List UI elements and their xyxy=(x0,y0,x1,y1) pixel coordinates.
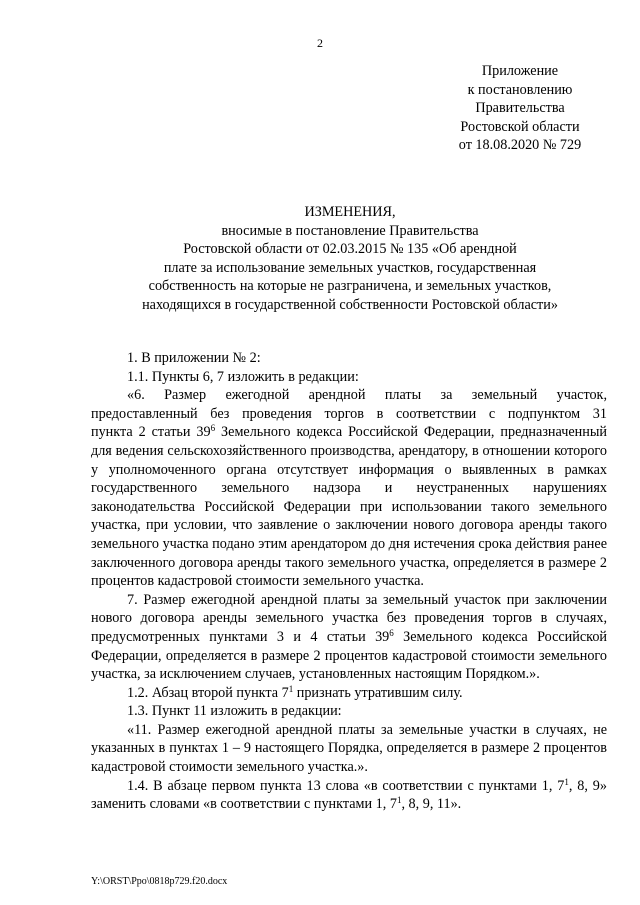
appendix-line: к постановлению xyxy=(467,81,573,98)
p12-b: признать утратившим силу. xyxy=(293,684,463,701)
item-6-line-3b: Земельного кодекса Российской Федерации, предназначенный xyxy=(215,424,607,441)
superscript: 6 xyxy=(210,423,216,434)
paragraph-1-1: 1.1. Пункты 6, 7 изложить в редакции: xyxy=(127,368,359,385)
p14-c: , 8, 9, 11». xyxy=(401,796,462,813)
p12-a: 1.2. Абзац второй пункта 7 xyxy=(127,684,289,701)
title-line: находящихся в государственной собственности Ростовской области» xyxy=(142,296,558,313)
title-line: плате за использование земельных участков, государственная xyxy=(163,259,537,276)
paragraph-item-6 xyxy=(91,386,607,591)
item-7-line-3a: предусмотренных пунктами 3 и 4 статьи 39 xyxy=(91,628,390,645)
item-7-line-1: 7. Размер ежегодной арендной платы за земельный участок при заключении xyxy=(127,591,607,608)
appendix-line: от 18.08.2020 № 729 xyxy=(458,137,582,153)
file-path-footer: Y:\ORST\Ppo\0818p729.f20.docx xyxy=(91,876,228,887)
paragraph-1: 1. В приложении № 2: xyxy=(127,350,261,366)
item-7-rest: Федерации, определяется в размере 2 процентов кадастровой стоимости земельного участка, за исключением случаев, установленных настоящим Порядком.». xyxy=(91,647,607,683)
appendix-line: Правительства xyxy=(475,100,565,116)
paragraph-1-2 xyxy=(91,684,607,703)
item-7-line-3 xyxy=(91,628,607,647)
item-6-line-2: предоставленный без проведения торгов в соответствии с подпунктом 31 xyxy=(91,405,607,422)
item-7-line-2: нового договора аренды земельного участка без проведения торгов в случаях, xyxy=(91,610,607,627)
paragraph-1-4 xyxy=(91,777,607,814)
title-line: Ростовской области от 02.03.2015 № 135 «Об арендной xyxy=(183,241,517,257)
document-title xyxy=(0,203,640,314)
paragraph-1-3: 1.3. Пункт 11 изложить в редакции: xyxy=(127,703,342,720)
superscript: 1 xyxy=(396,795,402,806)
p14-b: , 8, 9» заменить словами «в соответствии с пунктами 1, 7 xyxy=(91,777,607,813)
page-number: 2 xyxy=(317,36,323,50)
superscript: 1 xyxy=(288,683,294,694)
item-6-line-3a: пункта 2 статьи 39 xyxy=(91,424,211,441)
item-7-line-3b: Земельного кодекса Российской xyxy=(393,628,608,645)
document-body xyxy=(91,349,607,814)
paragraph-item-11: «11. Размер ежегодной арендной платы за земельные участки в случаях, не указанных в пунктах 1 – 9 настоящего Порядка, определяется в размере 2 процентов кадастровой стоимости земельного участка.». xyxy=(91,721,607,776)
paragraph-item-7 xyxy=(91,591,607,684)
title-line: собственность на которые не разграничена, и земельных участков, xyxy=(148,278,552,294)
appendix-block xyxy=(440,62,600,155)
appendix-line: Ростовской области xyxy=(460,118,580,135)
superscript: 6 xyxy=(389,627,394,638)
p14-a: 1.4. В абзаце первом пункта 13 слова «в соответствии с пунктами 1, 7 xyxy=(127,777,565,794)
title-line: вносимые в постановление Правительства xyxy=(221,222,479,239)
item-6-rest: для ведения сельскохозяйственного производства, арендатору, в отношении которого у уполномоченного органа отсутствует информация о выявленных в рамках государственного земельного надзора и неустраненных нарушениях законодательства Российской Федерации при использовании такого земельного участка, при условии, что заявление о заключении нового договора аренды такого земельного участка подано этим арендатором до дня истечения срока действия ранее заключенного договора аренды такого земельного участка, определяется в размере 2 процентов кадастровой стоимости земельного участка. xyxy=(91,442,607,590)
superscript: 1 xyxy=(564,776,569,787)
appendix-line: Приложение xyxy=(481,63,559,79)
item-6-line-1: «6. Размер ежегодной арендной платы за земельный участок, xyxy=(127,387,607,404)
title-heading: ИЗМЕНЕНИЯ, xyxy=(304,204,396,220)
item-6-line-3 xyxy=(91,423,607,442)
